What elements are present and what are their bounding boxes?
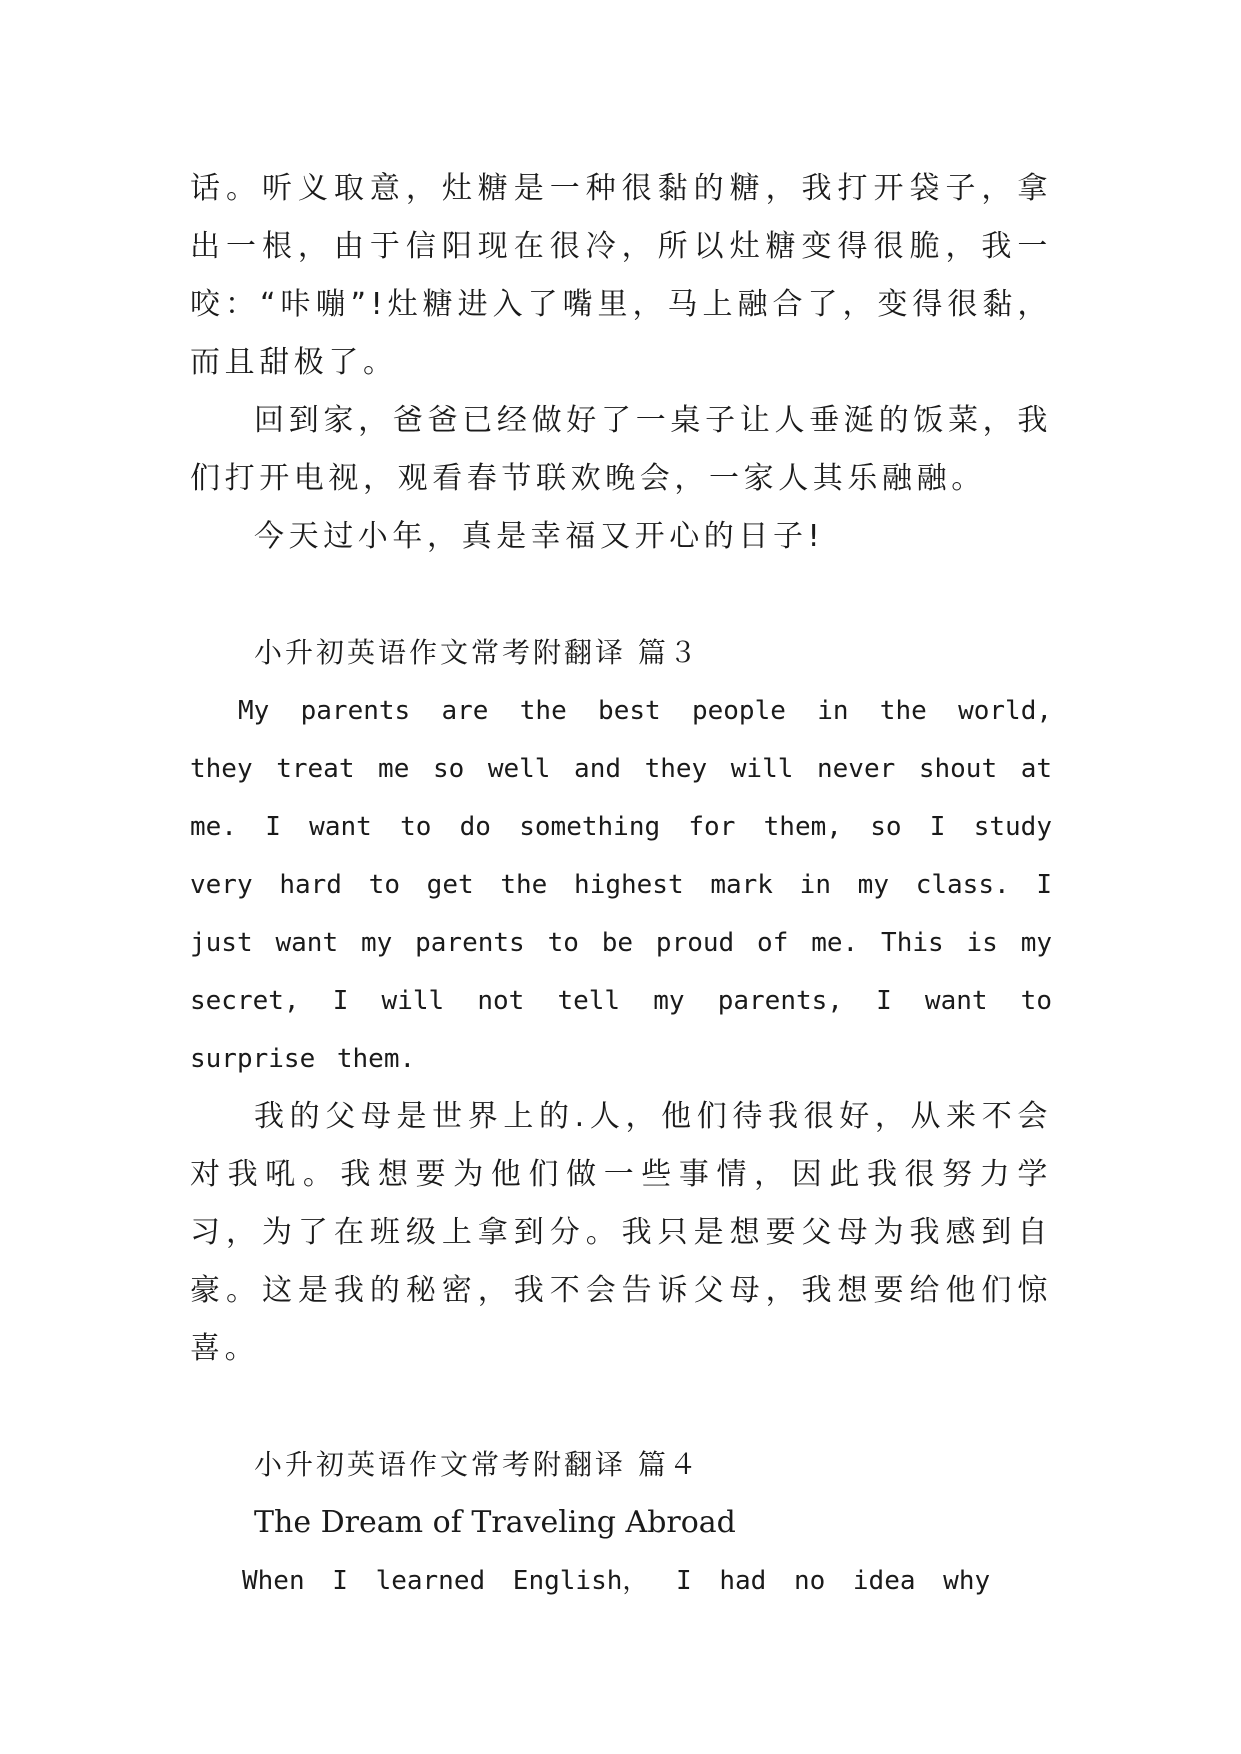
section-4-english-start: When I learned English， I had no idea why xyxy=(242,1566,991,1596)
document-body xyxy=(190,160,1052,1610)
section-3-chinese-translation: 我的父母是世界上的.人，他们待我很好，从来不会对我吼。我想要为他们做一些事情，因此我很努力学习，为了在班级上拿到分。我只是想要父母为我感到自豪。这是我的秘密，我不会告诉父母，我想要给他们惊喜。 xyxy=(190,1099,1052,1366)
section-3-english-paragraph: My parents are the best people in the world, they treat me so well and they will never shout at me. I want to do something for them, so I study very hard to get the highest mark in my class. I just want my parents to be proud of me. This is my secret, I will not tell my parents, I want to surprise them. xyxy=(190,696,1052,1074)
paragraph-back-home: 回到家，爸爸已经做好了一桌子让人垂涎的饭菜，我们打开电视，观看春节联欢晚会，一家人其乐融融。 xyxy=(190,403,1052,496)
paragraph-zaotang: 话。听义取意，灶糖是一种很黏的糖，我打开袋子，拿出一根，由于信阳现在很冷，所以灶糖变得很脆，我一咬：“咔嘣”!灶糖进入了嘴里，马上融合了，变得很黏，而且甜极了。 xyxy=(190,171,1052,380)
section-gap xyxy=(190,566,1052,624)
paragraph-happy-day: 今天过小年，真是幸福又开心的日子! xyxy=(254,519,825,554)
section-4-heading: 小升初英语作文常考附翻译 篇４ xyxy=(254,1448,700,1481)
section-gap xyxy=(190,1378,1052,1436)
section-3-heading: 小升初英语作文常考附翻译 篇３ xyxy=(254,636,700,669)
section-4-title: The Dream of Traveling Abroad xyxy=(254,1505,736,1540)
